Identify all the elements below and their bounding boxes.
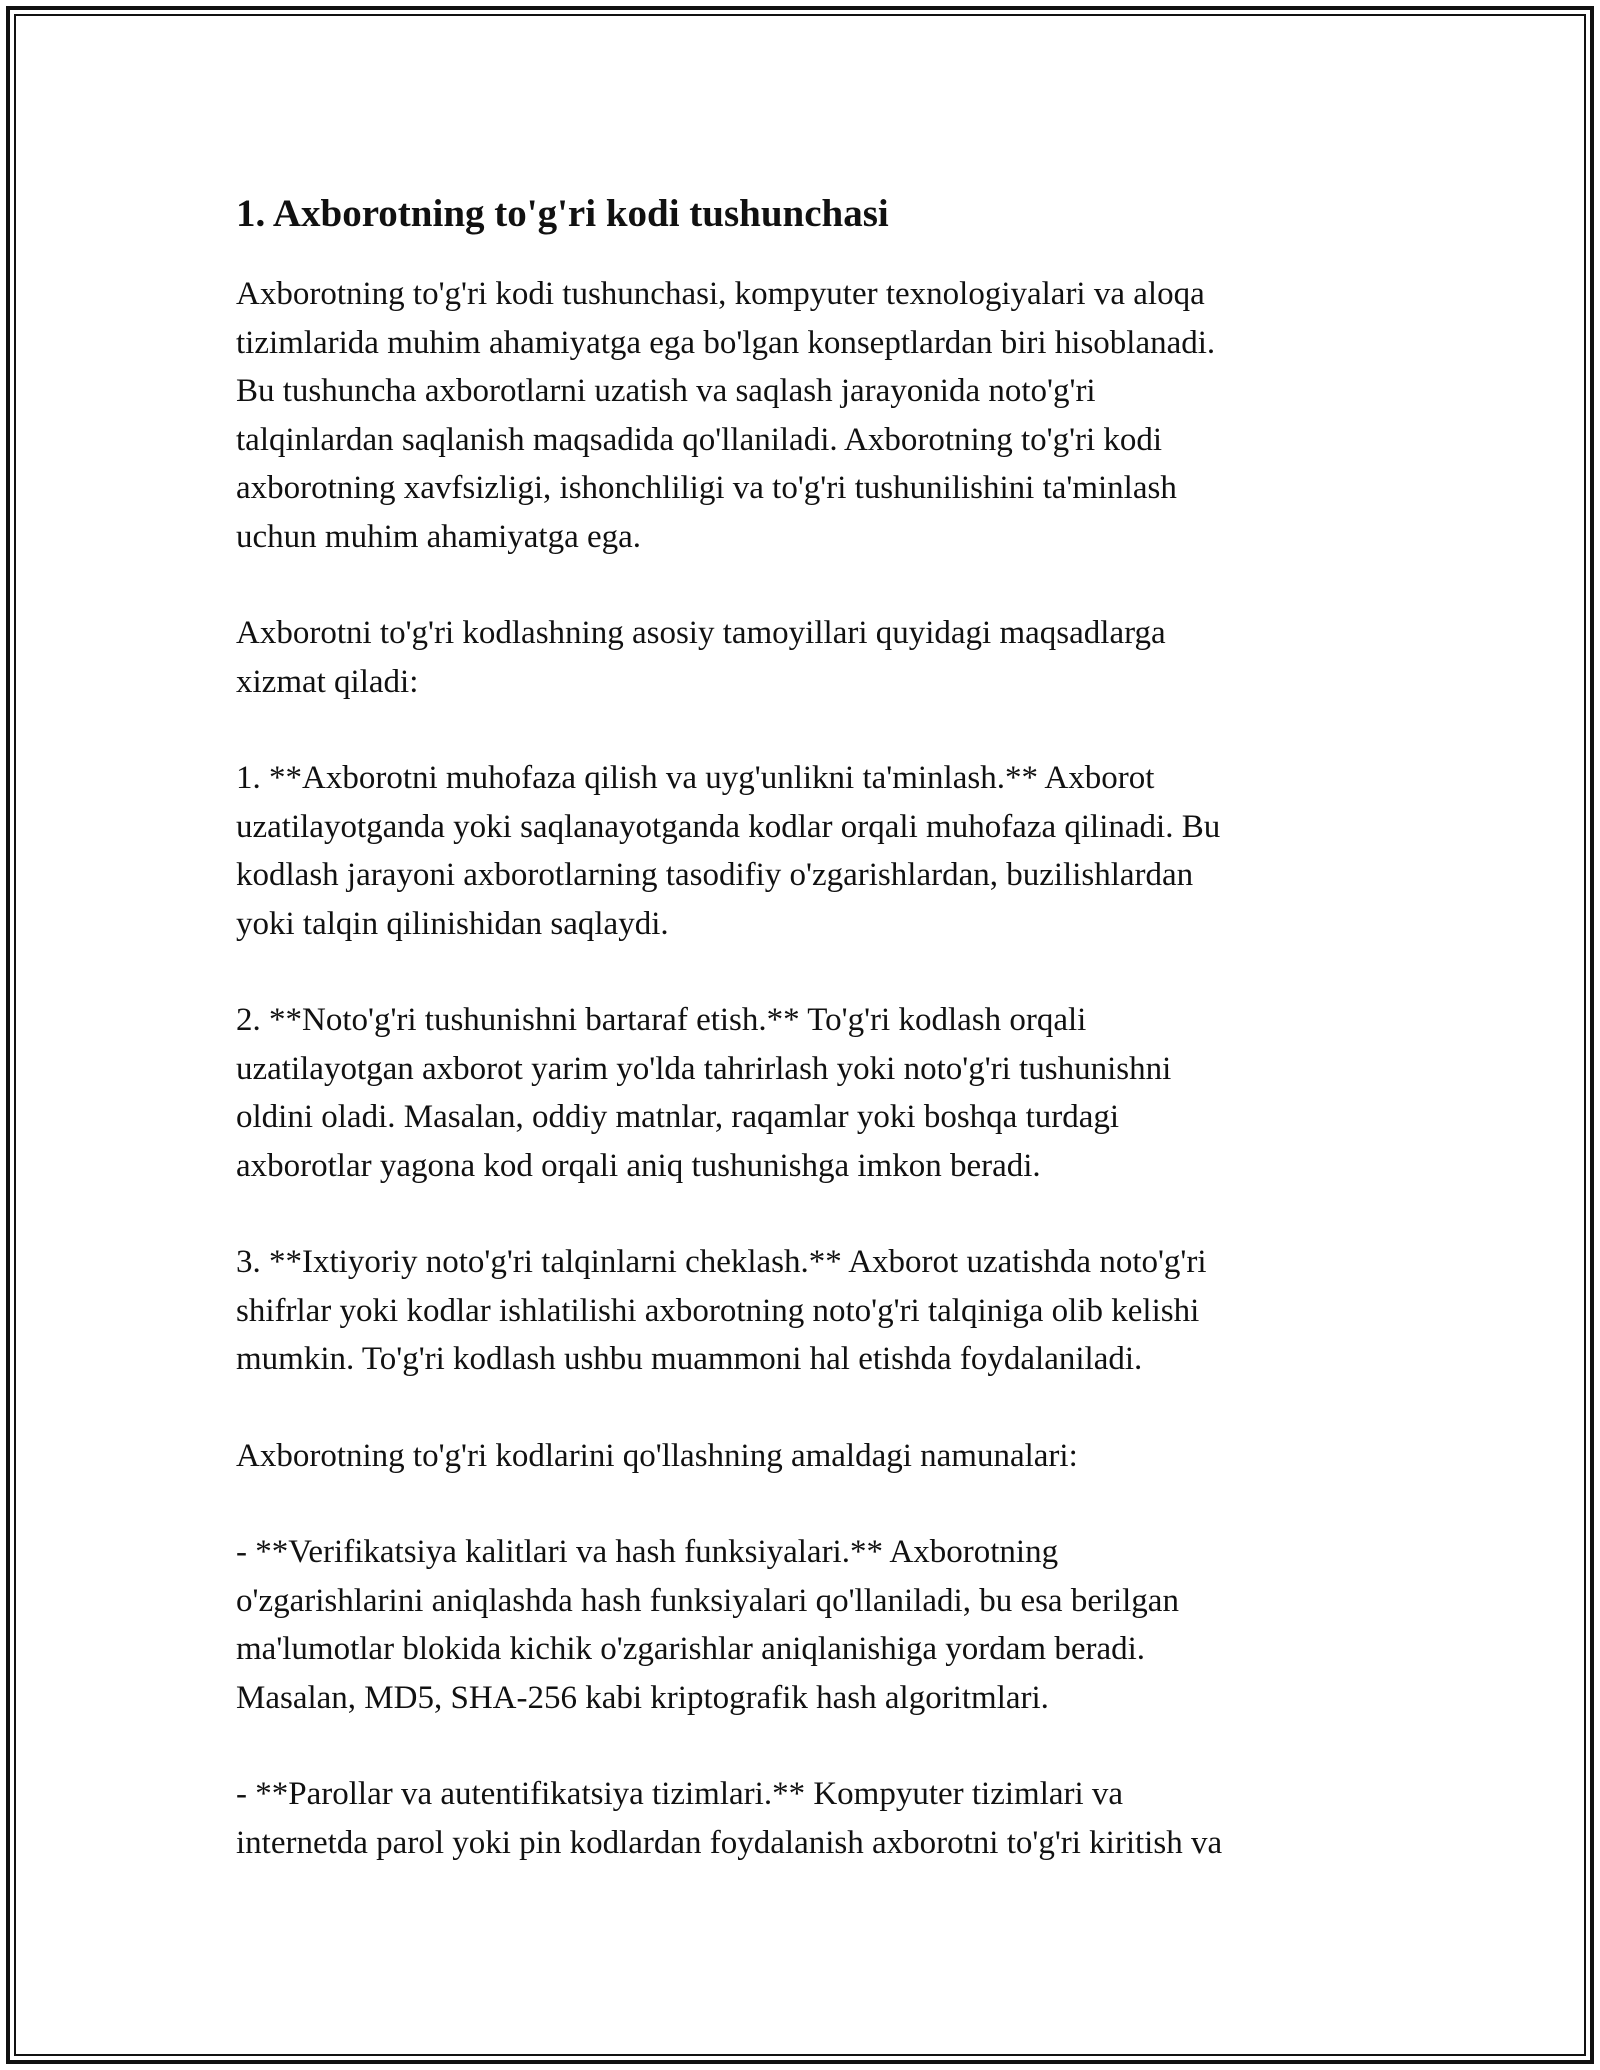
document-title: 1. Axborotning to'g'ri kodi tushunchasi xyxy=(236,192,889,235)
paragraph-spacer xyxy=(236,561,1346,609)
list-item-2: 2. **Noto'g'ri tushunishni bartaraf etish.** To'g'ri kodlash orqali uzatilayotgan axborot yarim yo'lda tahrirlash yoki noto'g'ri tushunishni oldini oladi. Masalan, oddiy matnlar, raqamlar yoki boshqa turdagi axborotlar yagona kod orqali aniq tushunishga imkon beradi. xyxy=(236,1002,1172,1184)
paragraph-spacer xyxy=(236,1384,1346,1432)
bullet-item-hash: - **Verifikatsiya kalitlari va hash funksiyalari.** Axborotning o'zgarishlarini aniqlashda hash funksiyalari qo'llaniladi, bu esa berilgan ma'lumotlar blokida kichik o'zgarishlar aniqlanishiga yordam beradi. Masalan, MD5, SHA-256 kabi kriptografik hash algoritmlari. xyxy=(236,1534,1179,1716)
bullet-item-passwords: - **Parollar va autentifikatsiya tizimlari.** Kompyuter tizimlari va internetda parol yoki pin kodlardan foydalanish axborotni to'g'ri kiritish va xyxy=(236,1776,1223,1861)
paragraph-spacer xyxy=(236,948,1346,996)
paragraph-examples-lead: Axborotning to'g'ri kodlarini qo'llashning amaldagi namunalari: xyxy=(236,1437,1078,1474)
paragraph-spacer xyxy=(236,1480,1346,1528)
paragraph-spacer xyxy=(236,706,1346,754)
paragraph-principles-lead: Axborotni to'g'ri kodlashning asosiy tamoyillari quyidagi maqsadlarga xizmat qiladi: xyxy=(236,615,1166,700)
document-body xyxy=(236,188,1346,1867)
paragraph-intro: Axborotning to'g'ri kodi tushunchasi, kompyuter texnologiyalari va aloqa tizimlarida muhim ahamiyatga ega bo'lgan konseptlardan biri hisoblanadi. Bu tushuncha axborotlarni uzatish va saqlash jarayonida noto'g'ri talqinlardan saqlanish maqsadida qo'llaniladi. Axborotning to'g'ri kodi axborotning xavfsizligi, ishonchliligi va to'g'ri tushunilishini ta'minlash uchun muhim ahamiyatga ega. xyxy=(236,276,1216,555)
list-item-3: 3. **Ixtiyoriy noto'g'ri talqinlarni cheklash.** Axborot uzatishda noto'g'ri shifrlar yoki kodlar ishlatilishi axborotning noto'g'ri talqiniga olib kelishi mumkin. To'g'ri kodlash ushbu muammoni hal etishda foydalaniladi. xyxy=(236,1244,1207,1377)
paragraph-spacer xyxy=(236,1722,1346,1770)
paragraph-spacer xyxy=(236,1190,1346,1238)
list-item-1: 1. **Axborotni muhofaza qilish va uyg'unlikni ta'minlash.** Axborot uzatilayotganda yoki saqlanayotganda kodlar orqali muhofaza qilinadi. Bu kodlash jarayoni axborotlarning tasodifiy o'zgarishlardan, buzilishlardan yoki talqin qilinishidan saqlaydi. xyxy=(236,760,1221,942)
